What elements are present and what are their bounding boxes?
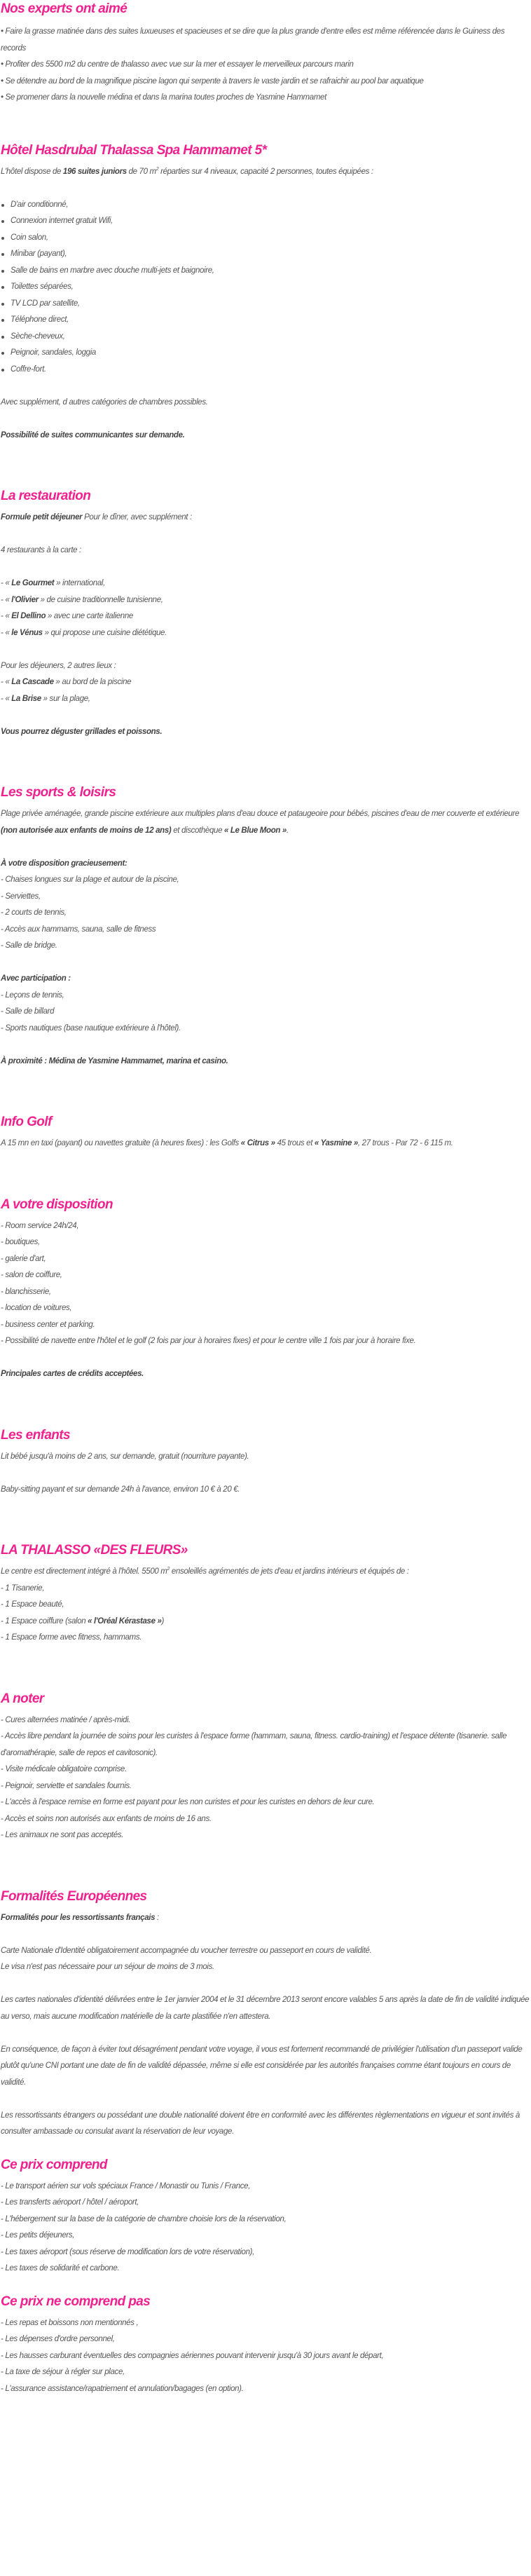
list-item: Toilettes séparées, [11, 279, 531, 296]
id-text: Carte Nationale d'Identité obligatoirement accompagnée du voucher terrestre ou passeport en cours de validité. [1, 1946, 372, 1955]
restaurant-item: - « l'Olivier » de cuisine traditionnelle tunisienne, [1, 595, 163, 604]
paid-title: Avec participation : [1, 974, 71, 983]
list-item: - Le transport aérien sur vols spéciaux France / Monastir ou Tunis / France, [1, 2181, 251, 2190]
supplement-text: Avec supplément, d autres catégories de chambres possibles. [1, 397, 208, 407]
thalasso-intro: Le centre est directement intégré à l'hôtel. 5500 $m^2$ ensoleillés agrémentés de jets d'eau et jardins intérieurs et équipés de : [1, 1567, 409, 1576]
list-item: - L'accès à l'espace remise en forme est payant pour les non curistes et pour les curistes en dehors de leur cure. [1, 1798, 375, 1806]
list-item: - 1 Tisanerie, [1, 1583, 45, 1593]
section-sports [1, 784, 531, 1070]
section-title: Info Golf [1, 1115, 52, 1129]
equipment-list [1, 197, 531, 379]
section-thalasso [1, 1541, 531, 1647]
list-item: - La taxe de séjour à régler sur place, [1, 2368, 125, 2376]
section-title: Les sports & loisirs [1, 785, 116, 800]
section-hotel [1, 142, 531, 444]
crib-text: Lit bébé jusqu'à moins de 2 ans, sur demande, gratuit (nourriture payante). [1, 1452, 249, 1461]
free-title: À votre disposition gracieusement: [1, 859, 127, 868]
sports-intro: Plage privée aménagée, grande piscine extérieure aux multiples plans d'eau douce et pataugeoire pour bébés, piscines d'eau de mer couverte et extérieure (non autorisée aux enfants de moins de 12 ans) et discothèque « Le Blue Moon ». [1, 810, 520, 835]
cards-validity-text: Les cartes nationales d'identité délivrées entre le 1er janvier 2004 et le 31 décembre 2013 seront encore valables 5 ans après la date de fin de validité indiquée au verso, mais aucune modification matérielle de la carte plastifiée n'en attestera. [1, 1996, 530, 2021]
bullet-text: • Profiter des 5500 m2 du centre de thalasso avec vue sur la mer et essayer le merveilleux parcours marin [1, 60, 354, 69]
list-item: - Possibilité de navette entre l'hôtel et le golf (2 fois par jour à horaires fixes) et pour le centre ville 1 fois par jour à horaire fixe. [1, 1337, 416, 1345]
section-price-excludes [1, 2293, 531, 2398]
section-title: Nos experts ont aimé [1, 1, 127, 16]
list-item: - Salle de billard [1, 1007, 55, 1016]
section-restauration [1, 487, 531, 740]
list-item: - Les dépenses d'ordre personnel, [1, 2335, 115, 2343]
section-title: A noter [1, 1691, 44, 1706]
bullet-text: • Faire la grasse matinée dans des suites luxueuses et spacieuses et se dire que la plus grande d'entre elles est même référencée dans le Guiness des records [1, 27, 505, 53]
lunch-item: - « La Cascade » au bord de la piscine [1, 678, 132, 686]
list-item: - 2 courts de tennis, [1, 908, 67, 917]
list-item: - Les repas et boissons non mentionnés , [1, 2318, 139, 2327]
list-item: - L'hébergement sur la base de la catégorie de chambre choisie lors de la réservation, [1, 2214, 287, 2223]
restaurant-count: 4 restaurants à la carte : [1, 546, 81, 554]
section-experts [1, 0, 531, 107]
list-item: - Leçons de tennis, [1, 990, 64, 1000]
formula-text: Formule petit déjeuner Pour le dîner, avec supplément : [1, 513, 192, 522]
list-item: Peignoir, sandales, loggia [11, 345, 531, 362]
list-item: - 1 Espace forme avec fitness, hammams. [1, 1633, 142, 1642]
list-item: Téléphone direct, [11, 312, 531, 329]
list-item: Coffre-fort. [11, 362, 531, 379]
section-disposition [1, 1196, 531, 1383]
list-item: - Salle de bridge. [1, 941, 57, 950]
restaurant-item: - « le Vénus » qui propose une cuisine diététique. [1, 628, 167, 637]
lunch-item: - « La Brise » sur la plage, [1, 694, 90, 703]
restaurant-item: - « El Dellino » avec une carte italienne [1, 612, 133, 620]
section-formalities [1, 1888, 531, 2141]
list-item: - salon de coiffure, [1, 1271, 62, 1279]
list-item: - Les hausses carburant éventuelles des compagnies aériennes pouvant intervenir jusqu'à 30 jours avant le départ, [1, 2351, 384, 2360]
section-title: Ce prix ne comprend pas [1, 2294, 151, 2309]
list-item: - Sports nautiques (base nautique extérieure à l'hôtel). [1, 1023, 181, 1033]
list-item: - Accès et soins non autorisés aux enfants de moins de 16 ans. [1, 1814, 212, 1823]
suites-note: Possibilité de suites communicantes sur demande. [1, 430, 185, 439]
list-item: - blanchisserie, [1, 1287, 51, 1296]
bullet-text: • Se détendre au bord de la magnifique piscine lagon qui serpente à travers le vaste jardin et se rafraichir au pool bar aquatique [1, 76, 424, 86]
list-item: - Chaises longues sur la plage et autour de la piscine, [1, 875, 179, 884]
list-item: - L'assurance assistance/rapatriement et annulation/bagages (en option). [1, 2384, 244, 2393]
section-title: Formalités Européennes [1, 1888, 147, 1904]
list-item: - Room service 24h/24, [1, 1221, 79, 1230]
section-notes [1, 1690, 531, 1844]
babysitting-text: Baby-sitting payant et sur demande 24h à l'avance, environ 10 € à 20 €. [1, 1485, 240, 1494]
list-item: - business center et parking. [1, 1320, 95, 1329]
list-item: - 1 Espace beauté, [1, 1600, 64, 1609]
formalities-subtitle: Formalités pour les ressortissants français : [1, 1913, 159, 1922]
list-item: - Les transferts aéroport / hôtel / aéroport, [1, 2198, 139, 2207]
list-item: Sèche-cheveux, [11, 329, 531, 346]
visa-text: Le visa n'est pas nécessaire pour un séjour de moins de 3 mois. [1, 1963, 214, 1971]
list-item: D'air conditionné, [11, 197, 531, 214]
restaurant-item: - « Le Gourmet » international, [1, 579, 105, 587]
list-item: - Accès libre pendant la journée de soins pour les curistes à l'espace forme (hammam, sauna, fitness. cardio-training) et l'espace détente (tisanerie. salle d'aromathérapie, salle de repos et cavitosonic). [1, 1732, 507, 1757]
list-item: - Les taxes aéroport (sous réserve de modification lors de votre réservation), [1, 2247, 254, 2256]
cards-text: Principales cartes de crédits acceptées. [1, 1370, 144, 1378]
nearby-text: À proximité : Médina de Yasmine Hammamet, marina et casino. [1, 1056, 228, 1065]
hotel-intro: L'hôtel dispose de 196 suites juniors de 70 $m^2$ réparties sur 4 niveaux, capacité 2 personnes, toutes équipées : [1, 166, 373, 176]
list-item: - 1 Espace coiffure (salon « l'Oréal Kérastase ») [1, 1616, 164, 1626]
list-item: - Les animaux ne sont pas acceptés. [1, 1831, 124, 1839]
list-item: - Peignoir, serviette et sandales fournis. [1, 1781, 132, 1790]
section-children [1, 1426, 531, 1499]
list-item: - galerie d'art, [1, 1254, 46, 1263]
section-title: LA THALASSO «DES FLEURS» [1, 1543, 188, 1558]
list-item: - Accès aux hammams, sauna, salle de fitness [1, 925, 156, 934]
list-item: Salle de bains en marbre avec douche multi-jets et baignoire, [11, 263, 531, 280]
golf-text: A 15 mn en taxi (payant) ou navettes gratuite (à heures fixes) : les Golfs « Citrus » 45 trous et « Yasmine », 27 trous - Par 72 - 6 115 m. [1, 1139, 453, 1147]
section-price-includes [1, 2156, 531, 2277]
list-item: Coin salon, [11, 230, 531, 247]
recommendation-text: En conséquence, de façon à éviter tout désagrément pendant votre voyage, il vous est fortement recommandé de privilégier l'utilisation d'un passeport valide plutôt qu'une CNI portant une date de fin de validité dépassée, même si elle est considérée par les autorités françaises comme étant toujours en cours de validité. [1, 2045, 523, 2087]
section-title: La restauration [1, 489, 91, 503]
list-item: - Visite médicale obligatoire comprise. [1, 1765, 127, 1773]
list-item: - boutiques, [1, 1238, 40, 1246]
list-item: - Serviettes, [1, 892, 41, 901]
section-title: Les enfants [1, 1427, 70, 1443]
list-item: - Les taxes de solidarité et carbone. [1, 2264, 120, 2272]
list-item: Connexion internet gratuit Wifi, [11, 213, 531, 230]
bullet-text: • Se promener dans la nouvelle médina et dans la marina toutes proches de Yasmine Hammamet [1, 93, 326, 102]
section-title: A votre disposition [1, 1197, 113, 1212]
lunch-text: Pour les déjeuners, 2 autres lieux : [1, 661, 116, 670]
list-item: - Cures alternées matinée / après-midi. [1, 1715, 131, 1724]
restaurant-closing: Vous pourrez déguster grillades et poissons. [1, 727, 163, 736]
list-item: - location de voitures, [1, 1304, 72, 1312]
section-golf [1, 1113, 531, 1152]
list-item: TV LCD par satellite, [11, 296, 531, 313]
list-item: - Les petits déjeuners, [1, 2231, 75, 2240]
section-title: Ce prix comprend [1, 2157, 107, 2172]
foreigners-text: Les ressortissants étrangers ou possédant une double nationalité doivent être en conformité avec les différentes règlementations en vigueur et sont invités à consulter ambassade ou consulat avant la réservation de leur voyage. [1, 2111, 520, 2136]
list-item: Minibar (payant), [11, 246, 531, 263]
section-title: Hôtel Hasdrubal Thalassa Spa Hammamet 5* [1, 142, 267, 158]
